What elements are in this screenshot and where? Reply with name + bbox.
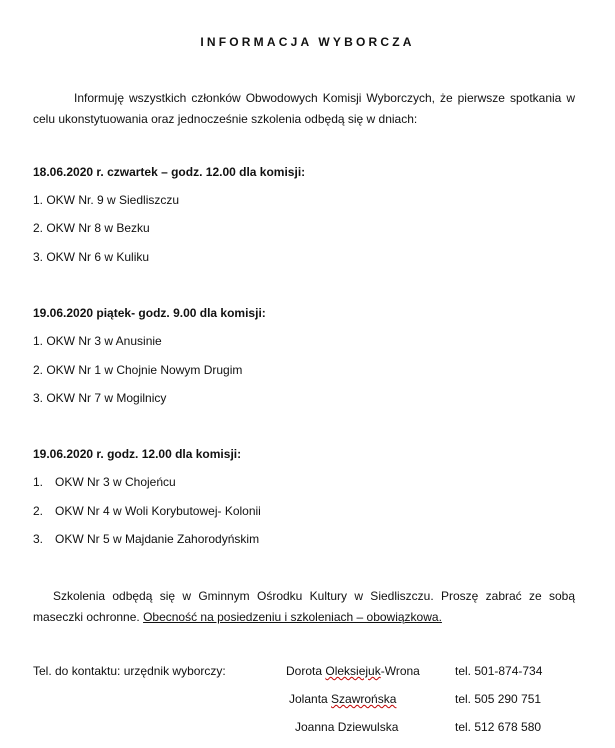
surname: Szawrońska [331, 692, 397, 706]
first-name: Dorota [286, 664, 326, 678]
section-1-item-2: 2. OKW Nr 8 w Bezku [33, 221, 150, 235]
item-number: 1. [33, 475, 44, 489]
section-2-item-3: 3. OKW Nr 7 w Mogilnicy [33, 391, 167, 405]
intro-paragraph: Informuję wszystkich członków Obwodowych Komisji Wyborczych, że pierwsze spotkania w celu ukonstytuowania oraz jednocześnie szkolenia odbędą się w dniach: [33, 91, 575, 126]
first-name: Jolanta [289, 692, 332, 706]
item-text: OKW Nr 3 w Chojeńcu [55, 475, 176, 489]
item-text: OKW Nr 4 w Woli Korybutowej- Kolonii [55, 504, 261, 518]
item-text: OKW Nr 5 w Majdanie Zahorodyńskim [55, 532, 260, 546]
section-3-heading: 19.06.2020 r. godz. 12.00 dla komisji: [33, 447, 242, 461]
section-1-heading: 18.06.2020 r. czwartek – godz. 12.00 dla komisji: [33, 165, 306, 179]
contact-label: Tel. do kontaktu: urzędnik wyborczy: [33, 664, 226, 678]
section-2-item-2: 2. OKW Nr 1 w Chojnie Nowym Drugim [33, 363, 243, 377]
item-number: 2. [33, 504, 44, 518]
closing-text: Szkolenia odbędą się w Gminnym Ośrodku Kultury w Siedliszczu. Proszę zabrać ze sobą maseczki ochronne. [33, 589, 575, 624]
contact-phone-2: tel. 505 290 751 [455, 692, 542, 706]
section-3-item-3 [33, 532, 259, 546]
section-3-item-2 [33, 504, 261, 518]
section-1-item-1: 1. OKW Nr. 9 w Siedliszczu [33, 193, 180, 207]
section-2-item-1: 1. OKW Nr 3 w Anusinie [33, 334, 162, 348]
item-number: 3. [33, 532, 44, 546]
section-3-item-1 [33, 475, 176, 489]
contact-name-1 [286, 664, 420, 678]
section-2-heading: 19.06.2020 piątek- godz. 9.00 dla komisji: [33, 306, 266, 320]
mandatory-note: Obecność na posiedzeniu i szkoleniach – obowiązkowa. [143, 610, 442, 624]
document-title: INFORMACJA WYBORCZA [200, 35, 415, 49]
surname-suffix: -Wrona [380, 664, 420, 678]
contact-name-2 [289, 692, 396, 706]
contact-phone-3: tel. 512 678 580 [455, 720, 542, 734]
surname: Oleksiejuk [325, 664, 381, 678]
contact-phone-1: tel. 501-874-734 [455, 664, 543, 678]
contact-name-3: Joanna Dziewulska [295, 720, 399, 734]
closing-paragraph [33, 586, 575, 628]
section-1-item-3: 3. OKW Nr 6 w Kuliku [33, 250, 150, 264]
